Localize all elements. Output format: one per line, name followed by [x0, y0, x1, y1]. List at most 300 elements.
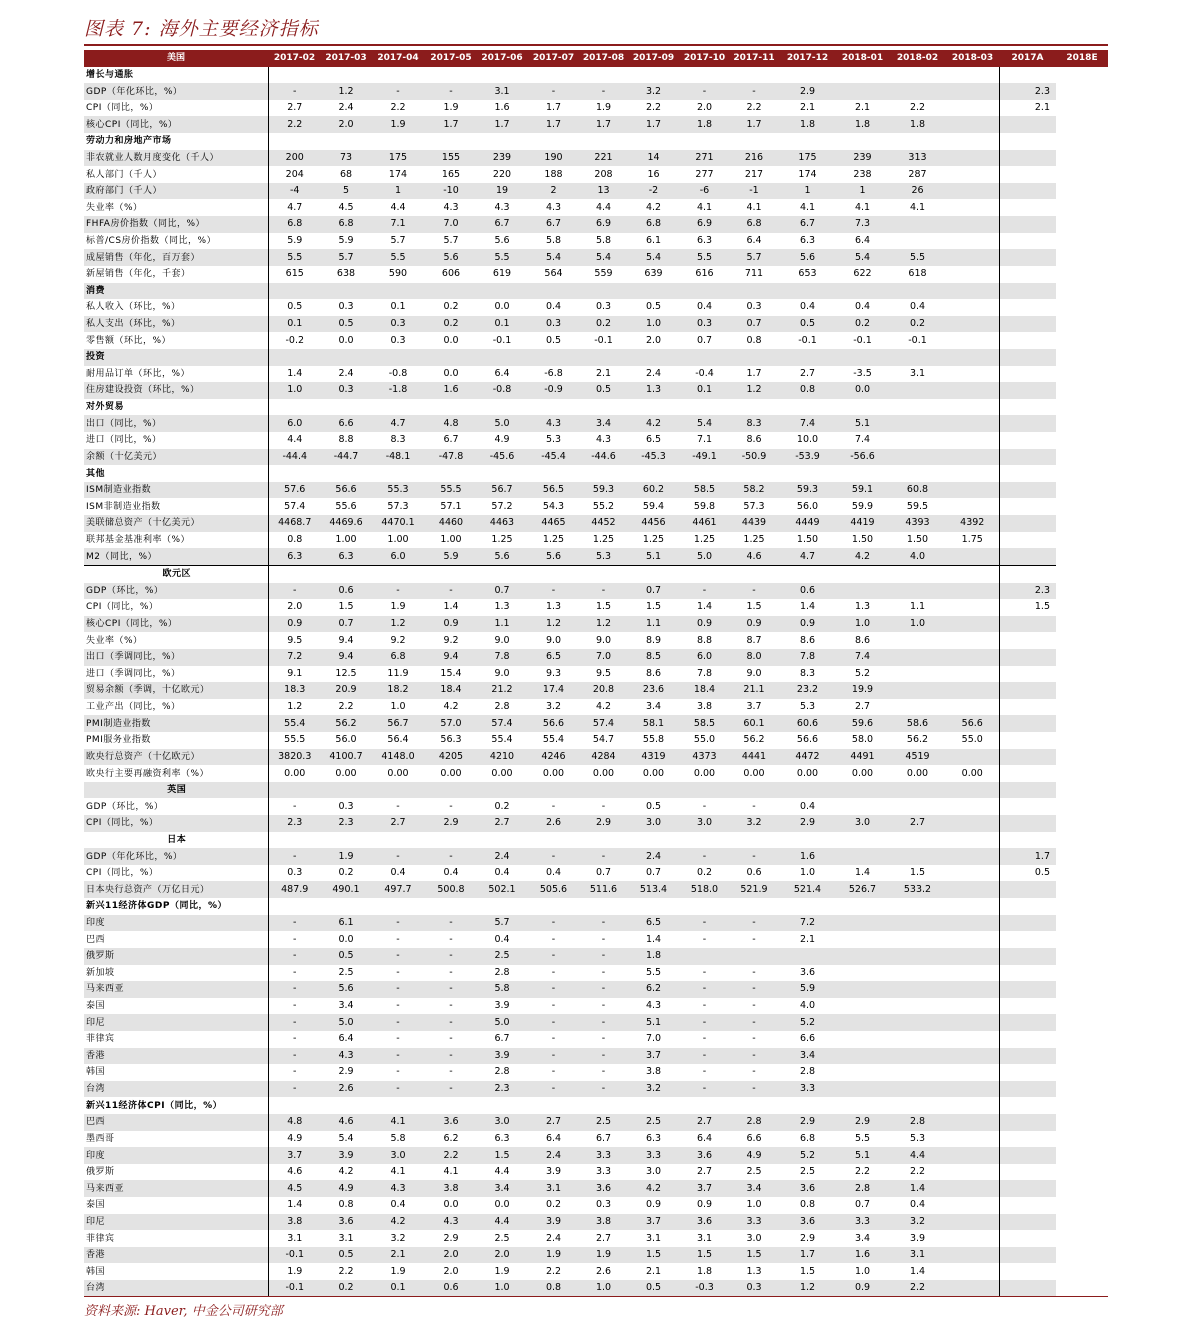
table-cell	[477, 133, 527, 150]
table-cell: 559	[594, 268, 613, 280]
table-cell: 3.7	[268, 1147, 321, 1164]
table-cell	[729, 782, 779, 799]
table-cell: 4.9	[321, 1180, 371, 1197]
table-cell: -	[551, 1066, 556, 1078]
table-cell: -	[680, 83, 729, 100]
header-period: 2017-08	[580, 50, 627, 67]
table-cell	[946, 216, 999, 233]
table-cell: 6.5	[627, 915, 680, 932]
table-cell: 8.5	[627, 649, 680, 666]
table-row	[84, 432, 1108, 449]
row-label: 核心CPI（同比，%）	[84, 116, 268, 133]
table-cell: -	[425, 848, 477, 865]
table-cell: 174	[388, 168, 408, 180]
table-cell	[371, 832, 425, 849]
table-cell	[268, 67, 321, 84]
table-cell: 3.0	[746, 1232, 762, 1244]
table-cell: 204	[268, 166, 321, 183]
table-cell: 1.4	[645, 933, 662, 945]
table-cell	[627, 898, 680, 915]
table-cell: 1.2	[268, 699, 321, 716]
table-cell: -1	[729, 183, 779, 200]
table-cell: 1.9	[443, 102, 459, 114]
table-cell: -	[268, 848, 321, 865]
table-cell: 4452	[580, 515, 627, 532]
table-cell: -0.8	[477, 382, 527, 399]
table-row	[84, 382, 1108, 399]
table-cell: 3.3	[729, 1214, 779, 1231]
table-cell	[889, 632, 946, 649]
table-cell	[889, 948, 946, 965]
table-cell: 2.5	[580, 1114, 627, 1131]
table-cell	[999, 382, 1056, 399]
table-cell: 0.5	[645, 301, 662, 313]
table-cell: 2.9	[338, 1066, 354, 1078]
table-cell: 6.3	[321, 548, 371, 565]
table-cell: 59.5	[906, 500, 929, 512]
table-cell	[999, 1263, 1056, 1280]
table-cell: 5.7	[477, 915, 527, 932]
table-cell: -	[729, 848, 779, 865]
table-cell: 55.5	[425, 482, 477, 499]
table-cell: 1.2	[779, 1280, 836, 1297]
table-cell: -	[580, 948, 627, 965]
table-cell: 4.2	[627, 1180, 680, 1197]
table-cell: 2.7	[889, 815, 946, 832]
table-cell: -	[752, 1033, 756, 1045]
table-cell: 711	[744, 268, 764, 280]
table-cell	[999, 316, 1056, 333]
table-cell: 239	[477, 150, 527, 167]
table-cell: -	[680, 583, 729, 600]
header-period: 2017-03	[321, 50, 371, 67]
table-cell: 1.5	[477, 1147, 527, 1164]
table-cell: 58.5	[680, 482, 729, 499]
table-cell: 2.7	[527, 1114, 580, 1131]
header-period: 2017-05	[425, 50, 477, 67]
section-header-row	[84, 565, 1108, 582]
table-cell	[371, 465, 425, 482]
table-cell	[946, 931, 999, 948]
table-cell: -	[702, 1000, 707, 1012]
table-cell: -0.9	[527, 382, 580, 399]
table-cell: 3.1	[696, 1232, 713, 1244]
table-cell: 15.4	[440, 667, 462, 679]
table-cell	[680, 1097, 729, 1114]
table-cell: 5.5	[645, 966, 662, 978]
table-cell: 2.2	[909, 1166, 926, 1178]
table-cell: 56.0	[796, 500, 819, 512]
table-cell: 1.0	[477, 1280, 527, 1297]
table-cell: 9.0	[494, 634, 510, 646]
section-header-row	[84, 782, 1108, 799]
table-cell	[946, 199, 999, 216]
figure-title: 图表 7: 海外主要经济指标	[84, 18, 319, 40]
row-label: 增长与通胀	[86, 69, 134, 80]
table-cell: 4.4	[494, 1166, 510, 1178]
table-cell: 9.4	[321, 649, 371, 666]
table-cell: 23.6	[627, 682, 680, 699]
table-cell: 4.6	[321, 1114, 371, 1131]
table-cell	[889, 399, 946, 416]
table-cell: 73	[321, 150, 371, 167]
table-cell: 56.7	[477, 482, 527, 499]
table-cell: -0.1	[594, 334, 613, 346]
table-cell	[836, 399, 889, 416]
table-cell: 238	[853, 168, 872, 180]
table-cell: 1.2	[580, 616, 627, 633]
row-label: GDP（环比，%）	[86, 801, 164, 812]
row-label: 马来西亚	[84, 981, 268, 998]
table-cell	[946, 249, 999, 266]
table-cell	[836, 83, 889, 100]
table-cell: 0.4	[909, 301, 926, 313]
table-row	[84, 965, 1108, 982]
table-cell	[580, 399, 627, 416]
table-cell: 1.3	[494, 601, 510, 613]
table-cell: 3.9	[494, 1000, 510, 1012]
table-cell: -0.1	[268, 1280, 321, 1297]
header-period: 2017-10	[680, 50, 729, 67]
table-cell: 0.0	[443, 1199, 459, 1211]
table-cell	[580, 782, 627, 799]
table-cell: 0.00	[743, 767, 765, 779]
row-label: 政府部门（千人）	[84, 183, 268, 200]
table-cell: 2.7	[371, 815, 425, 832]
table-cell	[946, 1064, 999, 1081]
table-cell: 55.5	[268, 732, 321, 749]
table-cell	[425, 67, 477, 84]
table-cell: 1.0	[627, 316, 680, 333]
table-cell: 1.4	[696, 601, 713, 613]
table-cell	[627, 133, 680, 150]
table-cell	[627, 465, 680, 482]
table-cell: 55.0	[961, 734, 983, 746]
table-cell: 59.3	[779, 482, 836, 499]
table-cell: 2.2	[645, 102, 662, 114]
table-row	[84, 666, 1108, 683]
table-cell: 2.2	[889, 1280, 946, 1297]
table-cell: 3.4	[338, 1000, 354, 1012]
table-cell	[889, 832, 946, 849]
header-period: 2017-06	[477, 50, 527, 67]
table-cell: 3.2	[889, 1214, 946, 1231]
table-cell: 19.9	[836, 682, 889, 699]
table-cell	[946, 133, 999, 150]
table-cell: 0.00	[906, 767, 929, 779]
table-cell: 5.6	[494, 235, 510, 246]
table-cell	[729, 1097, 779, 1114]
table-row	[84, 150, 1108, 167]
table-cell: 12.5	[335, 667, 357, 679]
table-cell	[946, 100, 999, 117]
table-cell: -	[371, 948, 425, 965]
table-cell: 2.2	[338, 701, 354, 713]
table-cell: -44.6	[580, 449, 627, 466]
table-cell	[321, 465, 371, 482]
table-row	[84, 1014, 1108, 1031]
table-cell: 1	[836, 183, 889, 200]
table-row	[84, 199, 1108, 216]
table-row	[84, 332, 1108, 349]
table-cell: 1.5	[680, 1247, 729, 1264]
table-cell: 6.8	[627, 216, 680, 233]
table-body	[84, 67, 1108, 1297]
table-row	[84, 482, 1108, 499]
table-cell	[729, 283, 779, 300]
row-label: CPI（同比，%）	[84, 815, 268, 832]
table-cell: -	[551, 1000, 556, 1012]
table-cell	[580, 133, 627, 150]
table-cell	[999, 283, 1056, 300]
table-cell	[999, 965, 1056, 982]
table-cell: 277	[695, 168, 714, 180]
table-cell	[729, 465, 779, 482]
header-period: 2017-12	[779, 50, 836, 67]
table-cell: 1.00	[440, 533, 462, 545]
table-cell: 4463	[477, 515, 527, 532]
table-cell: 4.7	[371, 415, 425, 432]
row-label: 投资	[84, 349, 268, 366]
table-cell: -	[601, 800, 606, 812]
table-cell	[946, 332, 999, 349]
table-cell: 60.8	[889, 482, 946, 499]
table-cell	[627, 782, 680, 799]
table-cell: 4.3	[425, 1214, 477, 1231]
table-cell: 4.4	[390, 201, 406, 213]
table-cell	[999, 699, 1056, 716]
table-cell	[999, 183, 1056, 200]
table-cell: 1.6	[494, 102, 510, 114]
table-cell: 6.4	[746, 235, 762, 246]
table-cell	[946, 1230, 999, 1247]
table-cell	[999, 1014, 1056, 1031]
table-cell: 4.9	[494, 434, 510, 446]
table-cell: 2.6	[527, 815, 580, 832]
table-cell: -	[729, 981, 779, 998]
table-cell	[425, 465, 477, 482]
table-cell: 7.1	[371, 216, 425, 233]
table-cell: 57.3	[743, 500, 765, 512]
table-cell: 3.9	[321, 1147, 371, 1164]
table-cell: 8.6	[746, 434, 762, 446]
table-cell: -	[729, 1081, 779, 1098]
table-cell: 4.9	[268, 1131, 321, 1148]
row-label: 英国	[84, 782, 268, 799]
table-cell: 58.5	[680, 715, 729, 732]
table-cell	[946, 449, 999, 466]
table-cell	[836, 948, 889, 965]
table-cell: 1.0	[799, 867, 816, 879]
table-cell	[946, 1247, 999, 1264]
table-cell: 3.7	[746, 701, 762, 713]
table-cell: 3820.3	[268, 749, 321, 766]
table-cell: 9.4	[425, 649, 477, 666]
table-cell	[889, 583, 946, 600]
row-label: 印尼	[84, 1214, 268, 1231]
row-label: 余额（十亿美元）	[84, 449, 268, 466]
table-cell: 1.75	[961, 533, 983, 545]
header-period: 2018E	[1056, 50, 1108, 67]
table-cell: 2.9	[799, 1232, 816, 1244]
row-label: 欧央行主要再融资利率（%）	[86, 768, 210, 779]
table-cell: 4373	[680, 749, 729, 766]
table-cell: 68	[339, 168, 353, 180]
table-cell: -	[601, 1066, 606, 1078]
table-cell: -	[371, 1081, 425, 1098]
table-cell: 5.6	[527, 548, 580, 565]
table-cell	[425, 565, 477, 582]
table-cell	[946, 266, 999, 283]
table-cell: 7.8	[779, 649, 836, 666]
table-cell: 57.4	[477, 715, 527, 732]
table-cell: -	[580, 1048, 627, 1065]
table-cell: -45.4	[527, 449, 580, 466]
table-cell: 4470.1	[371, 515, 425, 532]
table-cell: 239	[836, 150, 889, 167]
table-cell: 490.1	[321, 881, 371, 898]
table-cell: -	[527, 1014, 580, 1031]
table-cell: 2.3	[999, 83, 1056, 100]
table-cell: 1.0	[889, 616, 946, 633]
table-cell	[946, 881, 999, 898]
table-cell: 3.6	[779, 1214, 836, 1231]
table-cell: -	[729, 83, 779, 100]
table-cell: 58.2	[729, 482, 779, 499]
table-cell	[680, 349, 729, 366]
table-cell	[836, 67, 889, 84]
table-cell: 1.8	[779, 116, 836, 133]
table-cell: 6.0	[268, 415, 321, 432]
table-cell: 174	[798, 168, 817, 180]
table-cell: 0.7	[645, 867, 662, 879]
row-label: 对外贸易	[86, 402, 125, 413]
table-cell: 1.7	[580, 116, 627, 133]
table-cell	[889, 965, 946, 982]
table-cell: 60.6	[779, 715, 836, 732]
table-cell: 1.7	[425, 116, 477, 133]
table-cell: 3.6	[580, 1180, 627, 1197]
table-cell	[268, 1097, 321, 1114]
table-cell: 6.6	[799, 1033, 816, 1045]
table-cell	[268, 782, 321, 799]
table-cell: 1.6	[425, 382, 477, 399]
table-cell: 0.00	[642, 767, 665, 779]
table-cell	[527, 465, 580, 482]
table-cell: 526.7	[836, 881, 889, 898]
table-cell	[946, 465, 999, 482]
table-cell: 0.00	[387, 767, 409, 779]
table-cell: 4.1	[799, 201, 816, 213]
table-cell: -	[551, 966, 556, 978]
table-cell	[321, 67, 371, 84]
table-cell: 4.7	[779, 548, 836, 565]
table-cell	[836, 565, 889, 582]
table-cell: 3.4	[779, 1048, 836, 1065]
table-cell: 5.3	[909, 1132, 926, 1144]
table-cell	[946, 1131, 999, 1148]
table-cell: 0.4	[390, 1199, 406, 1211]
table-cell: 57.2	[491, 500, 513, 512]
table-cell: 0.5	[321, 1247, 371, 1264]
table-cell: 0.8	[268, 532, 321, 549]
table-cell: 6.4	[696, 1132, 713, 1144]
table-cell: 0.5	[779, 316, 836, 333]
table-cell: 0.7	[321, 616, 371, 633]
table-cell	[999, 249, 1056, 266]
table-cell: 2.8	[494, 966, 510, 978]
table-cell: 502.1	[477, 881, 527, 898]
table-cell: 6.7	[595, 1132, 612, 1144]
table-cell: -	[268, 1064, 321, 1081]
row-label: 非农就业人数月度变化（千人）	[84, 150, 268, 167]
table-cell: 0.8	[799, 1199, 816, 1211]
table-cell	[999, 1114, 1056, 1131]
table-cell: 1.0	[746, 1199, 762, 1211]
table-cell: 5.7	[443, 235, 459, 246]
table-cell: 3.6	[680, 1147, 729, 1164]
table-cell: 0.4	[799, 301, 816, 313]
table-cell: 4.2	[645, 201, 662, 213]
table-cell: 0.00	[592, 767, 615, 779]
table-cell: 4.7	[268, 199, 321, 216]
table-cell	[580, 349, 627, 366]
table-cell: 8.0	[729, 649, 779, 666]
table-cell: -	[268, 83, 321, 100]
table-cell: 0.3	[371, 316, 425, 333]
table-cell: 5.2	[854, 667, 871, 679]
table-cell: 55.2	[592, 500, 615, 512]
table-cell: 2.6	[595, 1265, 612, 1277]
table-cell	[946, 349, 999, 366]
section-header-row	[84, 67, 1108, 84]
table-cell: -	[449, 1000, 453, 1012]
table-cell: 5.8	[477, 981, 527, 998]
row-label: ISM非制造业指数	[86, 501, 161, 512]
row-label: 消费	[84, 283, 268, 300]
table-cell: 2.2	[390, 102, 406, 114]
table-cell	[946, 83, 999, 100]
table-cell: 1.5	[999, 599, 1056, 616]
table-cell: 2.9	[779, 83, 836, 100]
table-cell: -	[268, 1081, 321, 1098]
table-cell: 0.5	[645, 800, 662, 812]
table-cell: 3.7	[627, 1214, 680, 1231]
table-cell	[999, 482, 1056, 499]
table-cell: -	[371, 915, 425, 932]
table-cell: 0.00	[335, 767, 357, 779]
table-cell	[729, 349, 779, 366]
table-cell	[321, 898, 371, 915]
table-cell	[527, 349, 580, 366]
table-cell: -6.8	[544, 367, 563, 379]
table-cell	[999, 765, 1056, 782]
table-cell: 2.7	[854, 701, 871, 713]
table-cell	[946, 1097, 999, 1114]
table-cell: 0.5	[268, 299, 321, 316]
table-cell: 4.2	[371, 1214, 425, 1231]
table-cell	[946, 1214, 999, 1231]
table-cell	[946, 382, 999, 399]
table-cell: 7.2	[268, 649, 321, 666]
table-cell: 59.3	[580, 482, 627, 499]
table-cell: 5.8	[595, 235, 612, 246]
table-cell: -	[527, 981, 580, 998]
table-cell: 3.3	[627, 1147, 680, 1164]
table-cell	[836, 832, 889, 849]
row-label: FHFA房价指数（同比，%）	[84, 216, 268, 233]
table-cell	[999, 432, 1056, 449]
